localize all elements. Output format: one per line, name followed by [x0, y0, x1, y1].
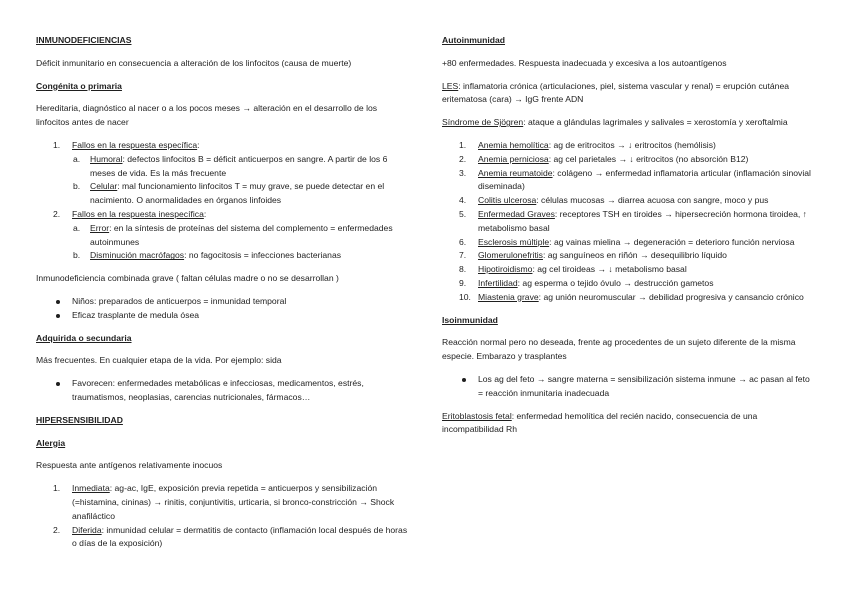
item-label: Enfermedad Graves [478, 208, 555, 219]
congenita-heading: Congénita o primaria [36, 80, 122, 91]
item-label: Glomerulonefritis [478, 250, 543, 261]
alergia-heading: Alergia [36, 437, 66, 448]
adquirida-heading: Adquirida o secundaria [36, 332, 132, 343]
item-number: 2. [459, 153, 467, 164]
item-text: Niños: preparados de anticuerpos = inmunidad temporal [72, 295, 287, 306]
alergia-description: Respuesta ante antígenos relativamente inocuos [36, 460, 223, 471]
list-item [442, 153, 814, 167]
isoinmunidad-bullets [442, 373, 814, 401]
autoinmunidad-heading: Autoinmunidad [442, 35, 506, 45]
sjogren-text: : ataque a glándulas lagrimales y salivales = xerostomía y xeroftalmia [523, 117, 788, 128]
alergia-list [36, 482, 412, 551]
item-number: 7. [459, 250, 467, 261]
list-item [442, 167, 814, 195]
list-item [36, 295, 412, 309]
item-number: 3. [459, 167, 467, 178]
item-label: Anemia reumatoide [478, 167, 553, 178]
sjogren-paragraph [442, 116, 814, 130]
item-text: : defectos linfocitos B = déficit anticuerpos en sangre. A partir de los 6 meses de vida. Es la más frecuente [90, 153, 388, 178]
item-label: Diferida [72, 524, 102, 535]
bullet-icon [462, 378, 466, 382]
bullet-icon [56, 314, 60, 318]
item-label: Fallos en la respuesta inespecífica [72, 208, 204, 219]
inmunodeficiencias-intro: Déficit inmunitario en consecuencia a alteración de los linfocitos (causa de muerte) [36, 57, 352, 68]
list-item [72, 222, 412, 250]
sub-list [72, 222, 412, 263]
item-number: 1. [53, 139, 61, 150]
item-label: Colitis ulcerosa [478, 195, 537, 206]
autoinmunidad-description: +80 enfermedades. Respuesta inadecuada y excesiva a los autoantígenos [442, 57, 727, 68]
item-text: : células mucosas → diarrea acuosa con sangre, moco y pus [536, 195, 769, 206]
list-item [36, 377, 412, 405]
item-text: : ag sanguíneos en riñón → desequilibrio líquido [542, 250, 727, 261]
item-label: Anemia hemolítica [478, 139, 549, 150]
item-text: : [197, 139, 200, 150]
item-number: 4. [459, 195, 467, 206]
item-label: Celular [90, 181, 118, 192]
item-number: 1. [459, 139, 467, 150]
list-item [72, 249, 412, 263]
item-text: Eficaz trasplante de medula ósea [72, 309, 200, 320]
item-text: : ag esperma o tejido óvulo → destrucción gametos [517, 277, 714, 288]
item-text: : colágeno → enfermedad inflamatoria articular (inflamación sinovial diseminada) [478, 167, 811, 192]
item-number: b. [73, 181, 81, 192]
item-text: : en la síntesis de proteínas del sistema del complemento = enfermedades autoinmunes [90, 222, 393, 247]
list-item [442, 291, 814, 305]
item-number: 8. [459, 264, 467, 275]
item-text: : ag cel parietales → ↓ eritrocitos (no absorción B12) [548, 153, 749, 164]
item-text: : receptores TSH en tiroides → hipersecreción hormona tiroidea, ↑ metabolismo basal [478, 208, 807, 233]
item-number: 9. [459, 277, 467, 288]
item-label: Hipotiroidismo [478, 264, 533, 275]
item-number: 2. [53, 208, 61, 219]
bullet-icon [56, 382, 60, 386]
item-number: 5. [459, 208, 467, 219]
list-item [36, 524, 412, 552]
item-text: Favorecen: enfermedades metabólicas e infecciosas, medicamentos, estrés, traumatismos, neoplasias, carencias nutricionales, fármacos… [72, 378, 364, 402]
list-item [72, 153, 412, 181]
list-item [442, 139, 814, 153]
item-number: 6. [459, 236, 467, 247]
isoinmunidad-description: Reacción normal pero no deseada, frente ag procedentes de un sujeto diferente de la misma especie. Embarazo y trasplantes [442, 337, 796, 362]
hipersensibilidad-title: HIPERSENSIBILIDAD [36, 414, 123, 425]
item-number: 2. [53, 524, 61, 535]
item-number: 1. [53, 483, 61, 494]
item-label: Inmediata [72, 483, 110, 494]
item-text: : no fagocitosis = infecciones bacterianas [184, 250, 342, 261]
item-text: : ag de eritrocitos → ↓ eritrocitos (hemólisis) [548, 139, 716, 150]
list-item [442, 277, 814, 291]
list-item [442, 236, 814, 250]
list-item [442, 249, 814, 263]
item-label: Fallos en la respuesta específica [72, 139, 198, 150]
item-number: a. [73, 153, 81, 164]
list-item [442, 194, 814, 208]
item-label: Infertilidad [478, 277, 518, 288]
congenita-list [36, 139, 412, 263]
item-text: : mal funcionamiento linfocitos T = muy grave, se puede detectar en el nacimiento. O anormalidades en órganos linfoides [90, 181, 385, 206]
inmunodeficiencias-title: INMUNODEFICIENCIAS [36, 35, 132, 45]
sjogren-label: Síndrome de Sjögren [442, 117, 524, 128]
adquirida-description: Más frecuentes. En cualquier etapa de la vida. Por ejemplo: sida [36, 355, 282, 366]
item-text: : ag vainas mielina → degeneración = deterioro función nerviosa [549, 236, 795, 247]
left-column [36, 34, 412, 560]
isoinmunidad-heading: Isoinmunidad [442, 314, 498, 325]
item-text: : ag-ac, IgE, exposición previa repetida = anticuerpos y sensibilización (=histamina, cininas) → rinitis, conjuntivitis, urticaria, si bronco-constricción → Shock anafiláctico [72, 483, 395, 521]
adquirida-bullets [36, 377, 412, 405]
bullet-icon [56, 300, 60, 304]
les-paragraph [442, 80, 814, 108]
item-text: : ag unión neuromuscular → debilidad progresiva y cansancio crónico [538, 291, 804, 302]
eritoblastosis-text: : enfermedad hemolítica del recién nacido, consecuencia de una incompatibilidad Rh [442, 410, 758, 435]
list-item [442, 373, 814, 401]
les-label: LES [442, 80, 459, 91]
item-text: : [203, 208, 207, 219]
item-label: Anemia perniciosa [478, 153, 549, 164]
list-item [36, 309, 412, 323]
sub-list [72, 153, 412, 208]
item-number: a. [73, 222, 81, 233]
item-text: Los ag del feto → sangre materna = sensibilización sistema inmune → ac pasan al feto = reacción inmunitaria inadecuada [478, 373, 810, 398]
item-label: Humoral [90, 153, 123, 164]
item-text: : ag cel tiroideas → ↓ metabolismo basal [532, 264, 687, 275]
list-item [442, 208, 814, 236]
list-item [36, 139, 412, 208]
item-text: : inmunidad celular = dermatitis de contacto (inflamación local después de horas o días de la exposición) [72, 524, 408, 549]
eritoblastosis-paragraph [442, 410, 814, 438]
list-item [36, 208, 412, 263]
item-label: Error [90, 222, 110, 233]
item-label: Miastenia grave [478, 291, 539, 302]
list-item [36, 482, 412, 523]
autoimmune-diseases-list [442, 139, 814, 305]
item-label: Esclerosis múltiple [478, 236, 550, 247]
les-text: : inflamatoria crónica (articulaciones, piel, sistema vascular y renal) = erupción cutánea eritematosa (cara) → IgG frente ADN [442, 80, 790, 105]
combinada-bullets [36, 295, 412, 323]
list-item [72, 180, 412, 208]
right-column [442, 34, 814, 446]
list-item [442, 263, 814, 277]
item-number: b. [73, 250, 81, 261]
combinada-grave-text: Inmunodeficiencia combinada grave ( faltan células madre o no se desarrollan ) [36, 273, 339, 284]
item-number: 10. [459, 291, 471, 302]
eritoblastosis-label: Eritoblastosis fetal [442, 410, 512, 421]
congenita-description: Hereditaria, diagnóstico al nacer o a los pocos meses → alteración en el desarrollo de los linfocitos antes de nacer [36, 103, 378, 128]
item-label: Disminución macrófagos [90, 250, 185, 261]
